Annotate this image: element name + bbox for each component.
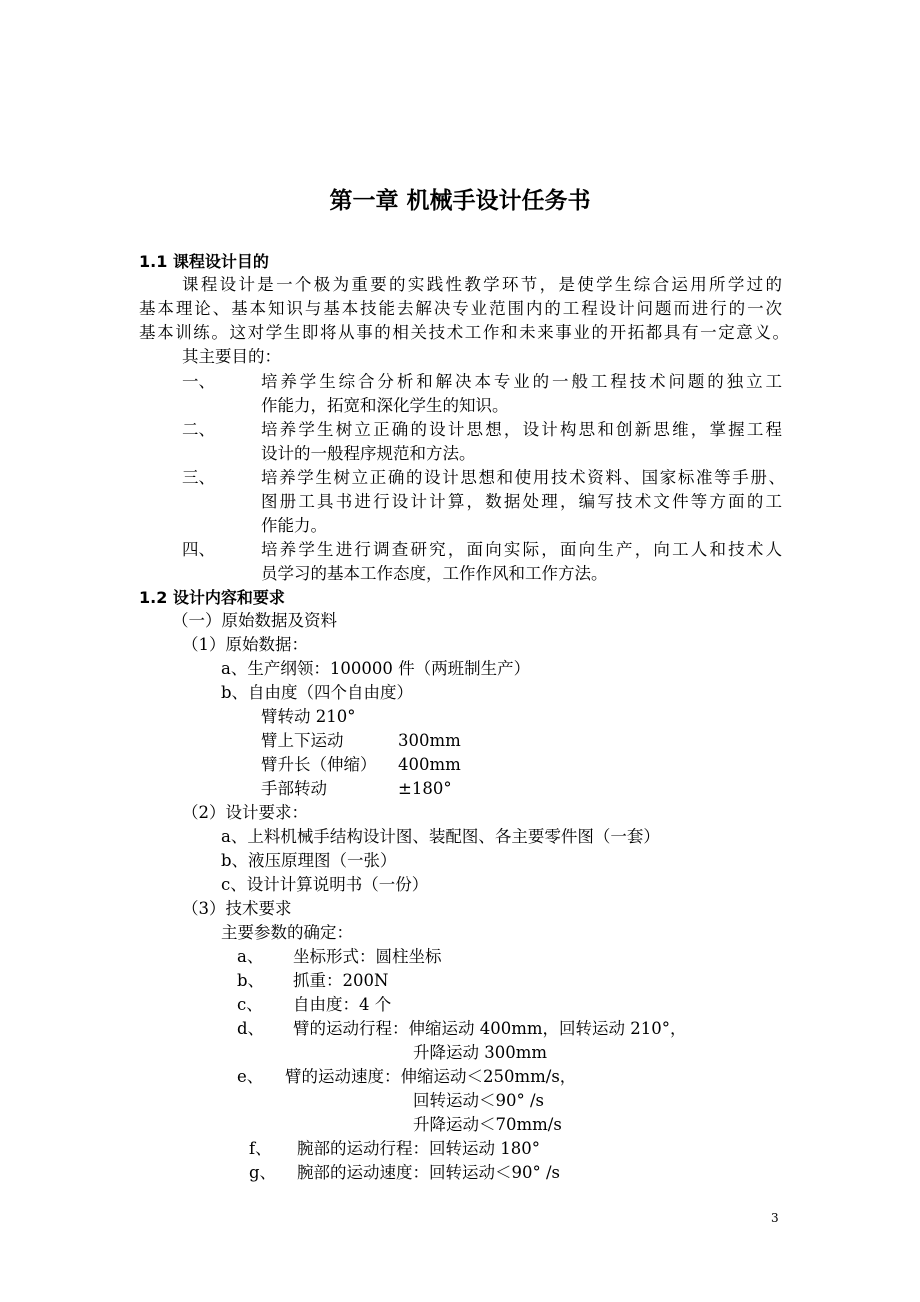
list-item: a、生产纲领：100000 件（两班制生产） xyxy=(221,659,531,678)
goal-line: 作能力，拓宽和深化学生的知识。 xyxy=(261,396,509,415)
goal-line: 图册工具书进行设计计算，数据处理，编写技术文件等方面的工 xyxy=(261,492,782,511)
subsection-title: （一）原始数据及资料 xyxy=(172,611,337,630)
paragraph-line: 课程设计是一个极为重要的实践性教学环节，是使学生综合运用所学过的 xyxy=(182,275,782,294)
dof-name: 臂上下运动 xyxy=(261,731,344,750)
param-key: f、 xyxy=(249,1139,272,1158)
param-text: 坐标形式：圆柱坐标 xyxy=(293,947,442,966)
param-text: 升降运动 300mm xyxy=(413,1043,548,1062)
param-text: 升降运动＜70mm/s xyxy=(413,1115,562,1134)
dof-name: 臂转动 210° xyxy=(261,707,356,726)
chapter-title: 第一章 机械手设计任务书 xyxy=(329,188,591,214)
param-text: 自由度：4 个 xyxy=(293,995,392,1014)
param-key: d、 xyxy=(237,1019,265,1038)
goal-line: 培养学生综合分析和解决本专业的一般工程技术问题的独立工 xyxy=(261,372,782,391)
list-item: c、设计计算说明书（一份） xyxy=(221,875,429,894)
goal-line: 培养学生树立正确的设计思想和使用技术资料、国家标准等手册、 xyxy=(261,468,785,487)
goals-intro: 其主要目的： xyxy=(182,347,281,366)
goal-line: 作能力。 xyxy=(261,516,327,535)
param-text: 回转运动＜90° /s xyxy=(413,1091,545,1110)
dof-value: 400mm xyxy=(398,755,461,774)
item-title: （2）设计要求： xyxy=(182,803,308,822)
goal-line: 培养学生进行调查研究，面向实际，面向生产，向工人和技术人 xyxy=(261,540,782,559)
dof-value: 300mm xyxy=(398,731,461,750)
param-text: 臂的运动行程：伸缩运动 400mm，回转运动 210°， xyxy=(293,1019,687,1038)
page-number: 3 xyxy=(771,1211,779,1225)
goal-line: 设计的一般程序规范和方法。 xyxy=(261,444,476,463)
list-item: b、液压原理图（一张） xyxy=(221,851,397,870)
param-text: 腕部的运动速度：回转运动＜90° /s xyxy=(297,1163,561,1182)
goal-line: 培养学生树立正确的设计思想，设计构思和创新思维，掌握工程 xyxy=(261,420,782,439)
item-title: （3）技术要求 xyxy=(182,899,292,918)
goal-number: 三、 xyxy=(182,468,215,487)
paragraph-line: 基本理论、基本知识与基本技能去解决专业范围内的工程设计问题而进行的一次 xyxy=(139,299,782,318)
list-item: b、自由度（四个自由度） xyxy=(221,683,414,702)
param-key: g、 xyxy=(249,1163,277,1182)
list-item: a、上料机械手结构设计图、装配图、各主要零件图（一套） xyxy=(221,827,660,846)
section-heading-1-2: 1.2 设计内容和要求 xyxy=(139,588,285,607)
goal-number: 四、 xyxy=(182,540,215,559)
dof-value: ±180° xyxy=(398,779,452,798)
goal-number: 一、 xyxy=(182,372,215,391)
param-key: a、 xyxy=(237,947,264,966)
goal-line: 员学习的基本工作态度，工作作风和工作方法。 xyxy=(261,564,608,583)
param-text: 臂的运动速度：伸缩运动＜250mm/s， xyxy=(285,1067,577,1086)
param-key: c、 xyxy=(237,995,263,1014)
param-text: 腕部的运动行程：回转运动 180° xyxy=(297,1139,540,1158)
param-text: 抓重：200N xyxy=(293,971,389,990)
param-key: e、 xyxy=(237,1067,264,1086)
goal-number: 二、 xyxy=(182,420,215,439)
param-key: b、 xyxy=(237,971,265,990)
item-title: （1）原始数据： xyxy=(182,635,308,654)
params-intro: 主要参数的确定： xyxy=(221,923,353,942)
dof-name: 臂升长（伸缩） xyxy=(261,755,377,774)
section-heading-1-1: 1.1 课程设计目的 xyxy=(139,252,269,271)
paragraph-line: 基本训练。这对学生即将从事的相关技术工作和未来事业的开拓都具有一定意义。 xyxy=(139,323,789,342)
dof-name: 手部转动 xyxy=(261,779,327,798)
